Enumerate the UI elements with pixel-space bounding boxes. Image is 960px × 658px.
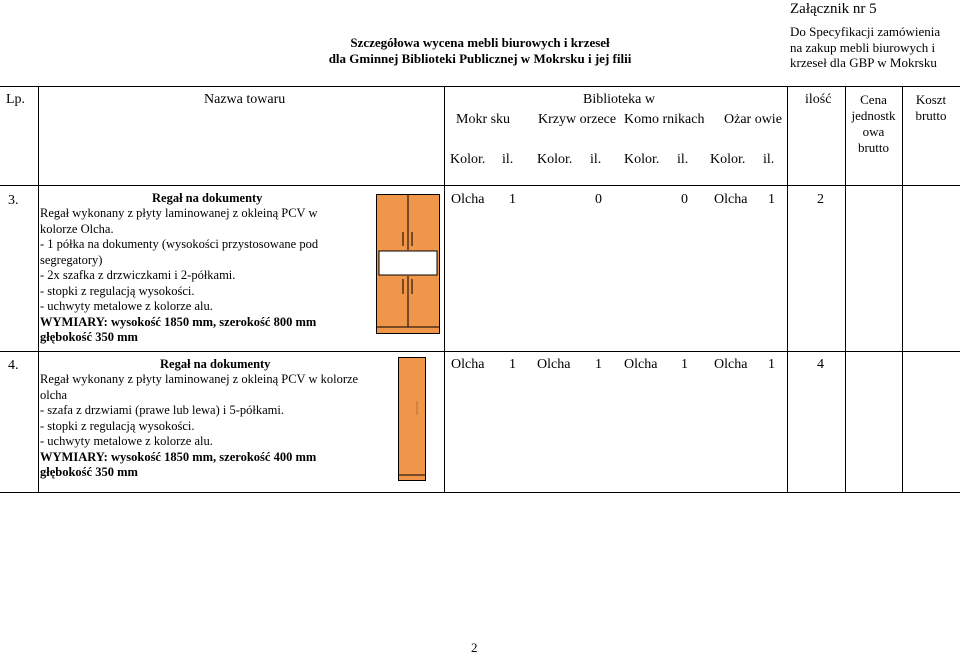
row-description <box>40 372 358 481</box>
bookcase-drawing <box>376 194 440 334</box>
desc-line: olcha <box>40 387 68 402</box>
header-unit-price-l4: brutto <box>857 140 890 155</box>
row-lp: 4. <box>8 358 19 373</box>
dims-line: WYMIARY: wysokość 1850 mm, szerokość 400 mm <box>40 449 317 464</box>
dims-line: WYMIARY: wysokość 1850 mm, szerokość 800 mm <box>40 314 317 329</box>
dims-line: głębokość 350 mm <box>40 465 138 479</box>
header-unit-price-l1: Cena <box>860 92 887 107</box>
subheader-color-4: Kolor. <box>710 152 746 167</box>
annex-label: Załącznik nr 5 <box>790 1 877 17</box>
cell-color-komorniki: Olcha <box>624 357 658 372</box>
header-cost-l2: brutto <box>915 108 947 123</box>
title-line-1: Szczegółowa wycena mebli biurowych i krzeseł <box>350 35 610 50</box>
desc-line: segregatory) <box>40 252 103 267</box>
cell-qty-mokrsko: 1 <box>509 357 516 372</box>
spec-line-3: krzeseł dla GBP w Mokrsku <box>790 55 937 70</box>
document-title <box>300 35 660 67</box>
library-mokrsko: Mokr sku <box>456 112 511 127</box>
title-line-2: dla Gminnej Biblioteki Publicznej w Mokrsku i jej filii <box>328 51 632 66</box>
cell-qty-total: 2 <box>817 192 824 207</box>
subheader-color-2: Kolor. <box>537 152 573 167</box>
cabinet-drawing <box>398 357 426 481</box>
subheader-qty-3: il. <box>677 152 689 167</box>
cell-qty-ozarow: 1 <box>768 357 775 372</box>
desc-line: - stopki z regulacją wysokości. <box>40 283 195 298</box>
desc-line: - 2x szafka z drzwiczkami i 2-półkami. <box>40 268 236 282</box>
col-divider-lp <box>38 86 39 493</box>
header-cost <box>902 92 960 124</box>
cell-qty-krzyworzeka: 1 <box>595 357 602 372</box>
cell-color-mokrsko: Olcha <box>451 357 485 372</box>
desc-line: - stopki z regulacją wysokości. <box>40 418 195 433</box>
header-name: Nazwa towaru <box>204 92 286 107</box>
header-unit-price-l2: jednostk <box>851 108 896 123</box>
spec-line-2: na zakup mebli biurowych i <box>790 39 936 55</box>
desc-line: kolorze Olcha. <box>40 221 114 236</box>
cell-qty-total: 4 <box>817 357 824 372</box>
cell-color-ozarow: Olcha <box>714 357 748 372</box>
header-lp: Lp. <box>6 92 26 107</box>
header-cost-l1: Koszt <box>915 92 947 107</box>
desc-line: Regał wykonany z płyty laminowanej z okleiną PCV w kolorze <box>40 372 359 386</box>
desc-line: Regał wykonany z płyty laminowanej z okleiną PCV w <box>40 206 318 220</box>
cell-qty-krzyworzeka: 0 <box>595 192 602 207</box>
header-library: Biblioteka w <box>583 92 655 107</box>
page-number: 2 <box>471 640 478 655</box>
cell-qty-mokrsko: 1 <box>509 192 516 207</box>
spec-reference <box>790 24 940 71</box>
bookcase-image <box>376 194 440 334</box>
cell-color-ozarow: Olcha <box>714 192 748 207</box>
row-lp: 3. <box>8 193 19 208</box>
cell-color-krzyworzeka: Olcha <box>537 357 571 372</box>
header-qty: ilość <box>805 92 832 107</box>
desc-line: - uchwyty metalowe z kolorze alu. <box>40 434 213 448</box>
library-ozarow: Ożar owie <box>724 112 782 127</box>
col-divider-price <box>902 86 903 493</box>
cell-qty-ozarow: 1 <box>768 192 775 207</box>
col-divider-library <box>787 86 788 493</box>
desc-line: - 1 półka na dokumenty (wysokości przystosowane pod <box>40 237 319 251</box>
header-unit-price <box>845 92 902 156</box>
spec-line-1: Do Specyfikacji zamówienia <box>790 24 941 39</box>
row-heading: Regał na dokumenty <box>152 191 263 205</box>
col-divider-name <box>444 86 445 493</box>
subheader-qty-1: il. <box>502 152 514 167</box>
cell-qty-komorniki: 0 <box>681 192 688 207</box>
library-krzyworzeka: Krzyw orzece <box>538 112 617 127</box>
desc-line: - uchwyty metalowe z kolorze alu. <box>40 299 213 313</box>
dims-line: głębokość 350 mm <box>40 330 138 344</box>
subheader-color-1: Kolor. <box>450 152 486 167</box>
table-bottom-border <box>0 492 960 493</box>
header-unit-price-l3: owa <box>862 124 885 139</box>
header-bottom-border <box>0 185 960 186</box>
cell-color-mokrsko: Olcha <box>451 192 485 207</box>
table-top-border <box>0 86 960 87</box>
desc-line: - szafa z drzwiami (prawe lub lewa) i 5-półkami. <box>40 403 284 417</box>
subheader-qty-4: il. <box>763 152 775 167</box>
library-komorniki: Komo rnikach <box>624 112 705 127</box>
row-description <box>40 206 318 346</box>
cabinet-image <box>398 357 426 481</box>
row-divider <box>0 351 960 352</box>
row-heading: Regał na dokumenty <box>160 357 271 371</box>
cell-qty-komorniki: 1 <box>681 357 688 372</box>
subheader-color-3: Kolor. <box>624 152 660 167</box>
subheader-qty-2: il. <box>590 152 602 167</box>
